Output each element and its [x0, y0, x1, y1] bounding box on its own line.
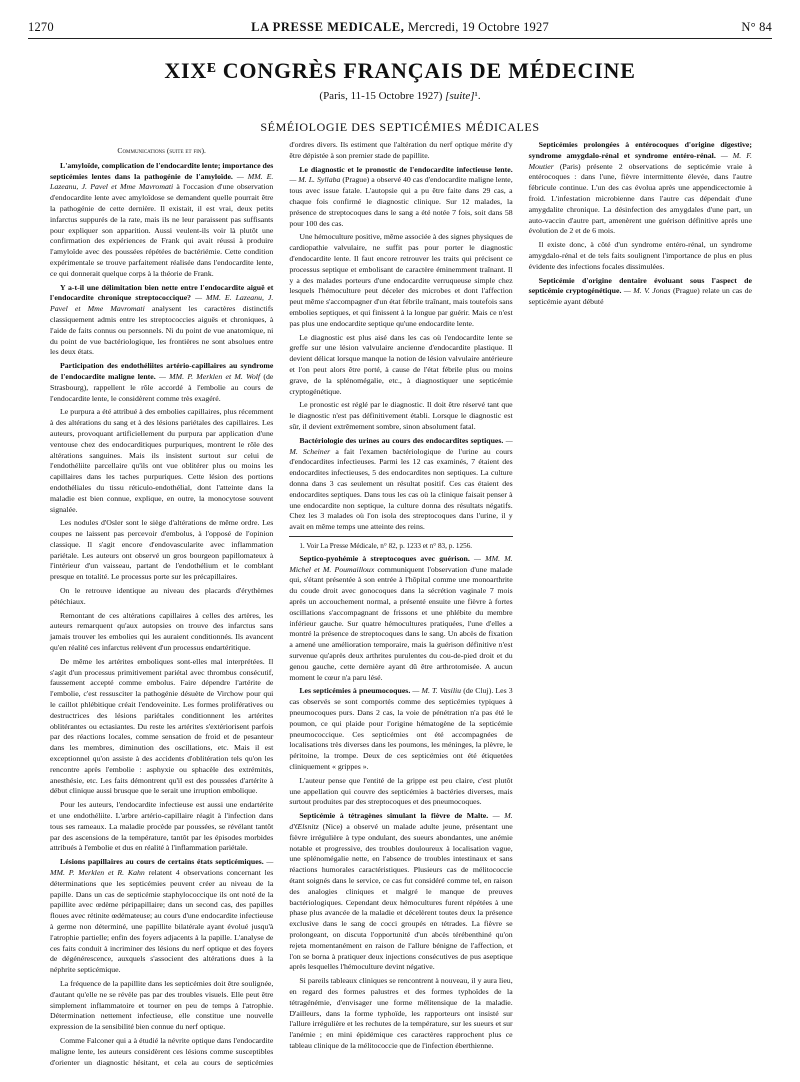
article-3-paragraph: Le purpura a été attribué à des embolies capillaires, plus récemment à des altérations du sang et à des lésions pariétales des capillaires. Les auteurs, provoquant artificiellement du purpura par application d'une ventouse chez des endocarditiques purpuriques, montrent le rôle des altérations sanguines. Mais ils insistent surtout sur celui de l'endothéliite parcellaire qu'ils ont vue oblitérer plus ou moins les capillaires dans les taches purpuriques. Cette lésion des portions endothéliales du tissu réticulo-endothélial, dont l'atteinte dans la maladie est bien connue, explique, en outre, la monocytose souvent signalée. — [50, 407, 274, 514]
article-8-authors: — M. T. Vasiliu — [412, 686, 462, 696]
article-7 — [289, 554, 512, 684]
article-11-authors: — M. V. Jonas — [623, 286, 671, 296]
article-5-paragraph: Le pronostic est réglé par le diagnostic. Il doit être réservé tant que le diagnostic n'est pas définitivement établi. Lorsque le diagnostic est sûr, il devient extrêmement sombre, sinon absolument fatal. — [289, 400, 513, 431]
article-4-paragraph: La fréquence de la papillite dans les septicémies doit être soulignée, d'autant qu'elle ne se révèle pas par des troubles visuels. Elle peut être simplement inflammatoire et tourner en peu de temps à l'atrophie. Détermination nettement infectieuse, elle constitue une nouvelle expression de la sensibilité bien connue du nerf optique. — [50, 978, 274, 1032]
article-1-title: L'amyloïde, complication de l'endocardite lente; importance des septicémies lentes dans la pathogénie de l'amyloïde. — [50, 160, 274, 181]
article-5-title: Le diagnostic et le pronostic de l'endocardite infectieuse lente. — [299, 164, 513, 174]
article-9-text: a observé un malade adulte jeune, présentant une fièvre irrégulière à type ondulant, des sueurs abondantes, une anémie notable et progressive, des troubles douloureux à localisation vague, une splénomégalie nette, en l'absence de troubles intestinaux et sans réactions humorales caractéristiques. Plusieurs cas de mélitococcie étant soignés dans le service, ce cas fut considéré comme tel, en raison des analogies cliniques et malgré le manque de preuves bactériologiques. Cependant deux hémocultures furent répétées à une phase plus avancée de la maladie et décelèrent toutes deux la présence exclusive dans le sang de cocci groupés en tétrades. La fièvre se prolongeant, on discuta l'opportunité d'un abcès térébenthiné qu'on rejeta momentanément en raison de l'allure bénigne de l'affection, et l'on se borna à pratiquer deux injections consécutives de pus aseptique après lesquelles l'hémoculture devint négative. — [289, 822, 513, 972]
article-5-place: (Prague) — [342, 175, 370, 185]
article-7-title: Septico-pyohémie à streptocoques avec guérison. — [299, 553, 470, 563]
article-1-authors: — MM. E. Lazeanu, J. Pavel et Mme Mavromati — [50, 171, 274, 192]
article-6 — [289, 436, 512, 533]
article-10-title: Septicémies prolongées à entérocoques d'origine digestive; syndrome amygdalo-rénal et syndrome entéro-rénal. — [528, 140, 752, 160]
article-5 — [289, 165, 512, 230]
article-4-title: Lésions papillaires au cours de certains états septicémiques. — [60, 857, 264, 867]
article-3 — [50, 361, 273, 404]
congress-dates: (Paris, 11-15 Octobre 1927) — [319, 90, 443, 102]
article-4 — [50, 857, 273, 976]
footnote: 1. Voir La Presse Médicale, n° 82, p. 1233 et n° 83, p. 1256. — [289, 536, 512, 551]
article-7-text: communiquent l'observation d'une malade qui, s'étant présentée à son entrée à l'hôpital comme une monoarthrite du coude droit avec gonocoques dans la sécrétion vaginale 7 mois après un accouchement normal, a présenté ensuite une fièvre à fortes oscillations s'accompagnant de frissons et une phlébite du membre inférieur gauche. Sur quatre hémocultures pratiquées, l'une d'elles a montré la présence de streptocoques dans le sang. Un abcès de fixation a amené une amélioration temporaire, mais la guérison définitive n'est survenue qu'après deux arthrites purulentes du cou-de-pied droit et du genou gauche, cette dernière ayant dû être arthrotomisée. A aucun moment le cœur n'a paru lésé. — [289, 564, 513, 682]
article-3-paragraph: On le retrouve identique au niveau des placards d'érythèmes pétéchiaux. — [50, 586, 274, 606]
header-rule — [28, 38, 772, 39]
article-11-place: (Prague) — [672, 286, 700, 296]
article-10-place: (Paris) — [559, 161, 581, 171]
article-6-text: a fait l'examen bactériologique de l'urine au cours d'endocardites infectieuses. Parmi les 12 cas examinés, 7 étaient des endocardites infectieuses, 5 des endocardites non septiques. La culture donna dans 3 cas seulement un résultat positif. Ces cas étaient des endocardites septiques. Dans tous les cas où la clinique faisait penser à une endocardite non septique, la culture donna des résultats négatifs. Chez les 3 malades où l'on isola des streptocoques dans l'urine, il y avait en même temps une atteinte des reins. — [289, 446, 513, 532]
article-9-title: Septicémie à tétragènes simulant la fièvre de Malte. — [299, 811, 489, 821]
article-3-paragraph: Remontant de ces altérations capillaires à celles des artères, les auteurs remarquent qu'aux autopsies on trouve des infarctus sans jamais trouver les embolies qui les auraient conditionnés. Ils avancent qu'en réalité ces infarctus relèvent d'un processus endartéritique. — [50, 610, 274, 653]
article-8 — [289, 686, 512, 772]
article-10-paragraph: Il existe donc, à côté d'un syndrome entéro-rénal, un syndrome amygdalo-rénal et de tels faits soulignent l'importance de plus en plus évidente des infections focales dissimulées. — [528, 240, 752, 271]
article-columns — [50, 140, 752, 1070]
congress-title: XIXᴱ CONGRÈS FRANÇAIS DE MÉDECINE — [164, 58, 636, 83]
article-5-authors: — M. L. Syllaba — [289, 175, 341, 185]
article-11 — [529, 276, 752, 308]
article-3-paragraph: Pour les auteurs, l'endocardite infectieuse est aussi une endartérite et une endothéliite. L'arbre artério-capillaire réagit à l'infection dans tous ses rameaux. La maladie procède par poussées, se révélant tantôt par des ascensions de la température, tantôt par les épisodes morbides attribués à l'embolie et dus en réalité à l'inflammation pariétale. — [50, 800, 274, 853]
article-6-title: Bactériologie des urines au cours des endocardites septiques. — [299, 435, 504, 445]
article-2-title: Y a-t-il une délimitation bien nette entre l'endocardite aiguë et l'endocardite chronique streptococcique? — [50, 282, 274, 303]
article-4-authors: — MM. P. Merklen et R. Kahn — [50, 857, 274, 877]
page-number: 1270 — [28, 20, 54, 34]
article-3-paragraph: De même les artérites emboliques sont-elles mal interprétées. Il s'agit d'un processus primitivement pariétal avec thrombus consécutif, faussement accepté comme embolus. Faire dépendre l'artérite de l'embolie, c'est ressusciter la pathogénie désuète de Virchow pour qui le caillot phlébitique créait l'endoveinite. Les formes prolifératives ou destructrices des lésions pariétales conditionnent les artérites oblitérantes ou ectasiantes. Du reste les artérites s'extériorisent parfois par des réactions locales, comme sensation de froid et de pesanteur dans les membres, diminution des oscillations, etc. Mais il est exceptionnel qu'on assiste à des accidents d'oblitération tels qu'on les rencontre après l'embolie : asphyxie ou sphacèle des extrémités, anesthésie, etc. Les faits démontrent qu'il est des poussées d'artérite à début clinique aussi brusque que le serait une irruption embolique. — [50, 656, 274, 796]
article-3-text: rappellent le rôle accordé à l'embolie au cours de l'endocardite lente, le considèrent comme très exagéré. — [50, 382, 274, 403]
article-11-text: relate un cas de septicémie ayant débuté — [528, 286, 752, 307]
subtitle-suffix: [suite] — [445, 90, 475, 102]
communications-heading: Communications (suite et fin). — [117, 146, 206, 155]
article-3-authors: — MM. P. Merklen et M. Wolf — [158, 371, 261, 381]
article-8-place: (de Cluj). — [463, 686, 494, 696]
page-header — [28, 16, 772, 36]
article-5-paragraph: Une hémoculture positive, même associée à des signes physiques de cardiopathie valvulaire, ne suffit pas pour porter le diagnostic d'endocardite lente. Il faut encore retrouver les traits qui précisent ce processus septique et embolisant de caractère éminemment traînant. Il y a des malades porteurs d'une endocardite verruqueuse simple chez lesquels l'hémoculture peut déceler des microbes et dont l'affection peut même s'accompagner d'un état fébrile traînant, mais toutefois sans embolies septiques, et qui finissent à la longue par guérir. Mais ce n'est pas plus une endocardite septique qu'une endocardite lente. — [289, 232, 513, 328]
article-1-text: à l'occasion d'une observation d'endocardite lente avec amyloïdose se demandent quelle pourrait être la pathogénie de cette dernière. Il existait, il est vrai, deux petits infarctus suppurés de la rate, mais ils ne leur paraissent pas suffisants pour expliquer son apparition. Aussi veulent-ils voir là plutôt une confirmation des expériences de Frank qui avait réussi à produire l'amyloïde avec des poussées répétées de bactériémie. Cette condition expérimentale se trouve parfaitement réalisée dans l'endocardite lente, ce qui donnerait quelque corps à la théorie de Frank. — [50, 182, 274, 278]
article-4-text: relatent 4 observations concernant les déterminations que les septicémies peuvent créer au niveau de la papille. Dans un cas de septicémie staphylococcique ils ont noté de la papillite avec œdème péripapillaire; dans un second cas, des papilles floues avec rétinite œdémateuse; au cours d'une endocardite infectieuse à germe non déterminé, une papillite bilatérale ayant évolué jusqu'à l'atrophie partielle; enfin des foyers adjacents à la papille. L'analyse de ces faits conduit à incriminer des lésions du nerf optique et des foyers de dégénérescence, auxquels s'associent des altérations dues à la néphrite septicémique. — [50, 868, 274, 975]
article-1 — [50, 161, 273, 280]
article-2 — [50, 283, 273, 359]
article-8-text: Les 3 cas observés se sont comportés comme des septicémies typiques à pneumocoques purs. Dans 2 cas, la voie de pénétration n'a pas été le poumon, ce qui plaide pour l'origine hématogène de la septicémie pneumococcique. Ces septicémies ont été accompagnées de localisations très diverses dans les poumons, les méninges, la plèvre, le péritoine, la trompe. Deux de ces septicémies ont été étiquetées cliniquement « grippes ». — [289, 686, 513, 772]
article-7-authors: — MM. M. Michel et M. Poumailloux — [289, 553, 513, 574]
journal-line — [28, 20, 772, 35]
article-8-paragraph: L'auteur pense que l'entité de la grippe est peu claire, c'est plutôt une appellation qui couvre des septicémies à bactéries diverses, mais surtout produites par des streptocoques et des pneumocoques. — [289, 775, 513, 807]
article-3-title: Participation des endothéliites artério-capillaires au syndrome de l'endocardite maligne lente. — [50, 361, 274, 381]
article-3-paragraph: Les nodules d'Osler sont le siège d'altérations de même ordre. Les coupes ne laissent pas percevoir d'embolus, à l'opposé de l'opinion classique. Il s'agit encore d'endovascularite avec inflammation pariétale. Les auteurs ont observé un gros bourgeon papillomateux à l'intérieur d'un vaisseau, partant de l'endothélium et le comblant presque en totalité. Le processus porte sur les précapillaires. — [50, 518, 274, 582]
article-4-paragraph: Comme Falconer qui a à étudié la névrite optique dans l'endocardite maligne lente, les auteurs considèrent ces lésions comme susceptibles d'orienter un diagnostic hésitant, et cela au cours de septicémies d'ordres divers. Ils estiment que l'altération du nerf optique mérite d'y être dépistée à son premier stade de papillite. — [50, 140, 513, 1067]
issue-number: N° 84 — [741, 20, 772, 34]
issue-date: Mercredi, 19 Octobre 1927 — [407, 20, 549, 34]
article-2-authors: — MM. E. Lazeanu, J. Pavel et Mme Mavromati — [50, 293, 274, 314]
article-5-text: a observé 40 cas d'endocardite maligne lente, tous avec issue fatale. L'autopsie qui a pu être faite dans 29 cas, a chaque fois confirmé le diagnostic clinique. Sur 12 malades, la présence de streptocoques dans le sang a été notée 7 fois, soit dans 58 pour 100 des cas. — [289, 175, 513, 228]
article-9-place: (Nice) — [322, 822, 343, 832]
article-6-authors: — M. Scheiner — [289, 435, 513, 456]
subtitle-note: ¹. — [474, 90, 481, 102]
article-10-text: présente 2 observations de septicémie vraie à entérocoques : dans l'une, fièvre intermittente élevée, dans l'autre fébricule continue. L'un des cas évolua après une appendicectomie à froid. L'infestation microbienne dans l'autre cas dépendait d'une amygdalite chronique. La désinfection des amygdales d'une part, un auto-vaccin d'autre part, amenèrent une guérison définitive après une évolution de 2 et de 6 mois. — [528, 161, 752, 236]
article-8-title: Les septicémies à pneumocoques. — [299, 686, 411, 696]
article-3-place: (de Strasbourg), — [50, 371, 274, 392]
article-9 — [289, 811, 512, 973]
article-5-paragraph: Le diagnostic est plus aisé dans les cas où l'endocardite lente se greffe sur une lésion valvulaire ancienne d'endocardite plastique. Il devient délicat lorsque manque la notion de lésion valvulaire antérieure et l'on peut alors être porté, à cause de l'état fébrile plus ou moins grave, de la splénomégalie, etc., à diagnostiquer une septicémie cryptogénétique. — [289, 332, 513, 396]
journal-name: LA PRESSE MEDICALE, — [251, 20, 405, 34]
article-2-text: analysent les caractères distinctifs classiquement admis entre les streptococcies aiguës et chroniques, à l'aide de faits connus ou personnels. Ni du point de vue anatomique, ni du point de vue bactériologique, les frontières ne sont absolues entre les deux états. — [50, 304, 274, 357]
article-9-paragraph: Si pareils tableaux cliniques se rencontrent à nouveau, il y aura lieu, en regard des formes palustres et des formes typhoïdes de la tétragénémie, d'envisager une forme mélitensique de la maladie. D'ailleurs, dans la forme typhoïde, les rapporteurs ont insisté sur l'allure irrégulière et les rechutes de la température, sur les sueurs et sur l'anémie ; en mini épidémique ces caractères rapprochent plus ce tableau clinique de la mélitococcie que de l'infection éberthienne. — [289, 976, 513, 1050]
section-title: SÉMÉIOLOGIE DES SEPTICÉMIES MÉDICALES — [260, 120, 540, 134]
article-11-title: Septicémie d'origine dentaire évoluant sous l'aspect de septicémie cryptogénétique. — [528, 275, 752, 296]
article-9-authors: — M. d'Œlsnitz — [289, 811, 513, 832]
congress-subtitle — [0, 90, 800, 102]
article-10 — [529, 140, 752, 237]
article-10-authors: — M. F. Moutier — [528, 150, 752, 171]
